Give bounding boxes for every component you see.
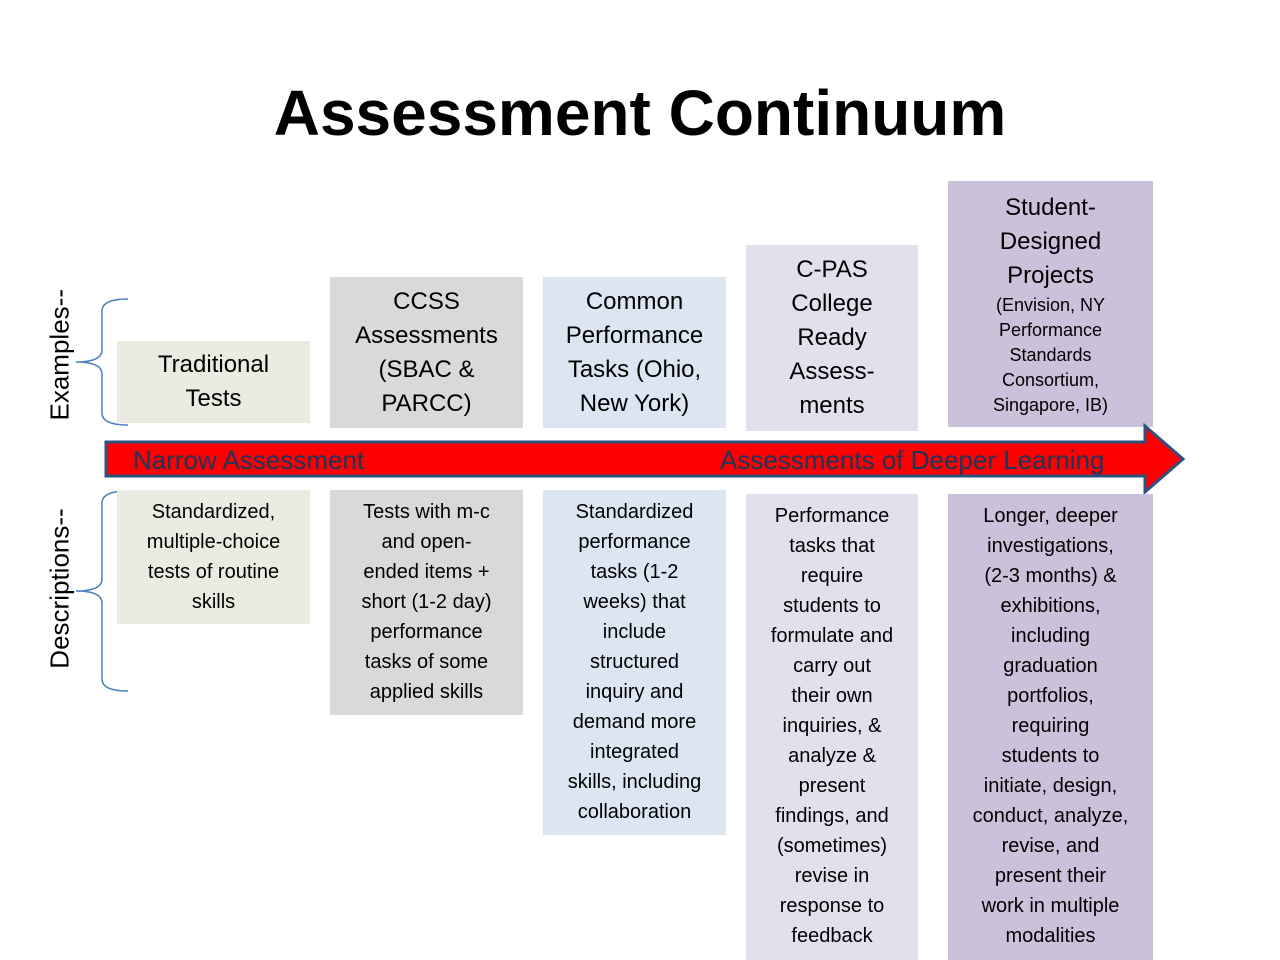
description-line: collaboration: [577, 801, 692, 823]
description-line: present: [798, 775, 866, 797]
description-line: Longer, deeper: [983, 505, 1118, 527]
description-line: including: [1011, 625, 1090, 647]
description-line: findings, and: [775, 805, 889, 827]
description-line: and open-: [381, 531, 472, 553]
example-line: Common: [585, 287, 684, 315]
description-line: graduation: [1003, 655, 1098, 677]
description-line: investigations,: [987, 535, 1114, 557]
example-line: Performance: [565, 321, 704, 349]
descriptions-label: Descriptions--: [44, 508, 75, 669]
description-line: short (1-2 day): [361, 591, 492, 613]
description-line: multiple-choice: [146, 531, 281, 553]
example-line: Tasks (Ohio,: [567, 355, 702, 383]
example-detail-line: Performance: [998, 319, 1103, 340]
description-line: skills: [191, 591, 236, 613]
description-line: feedback: [791, 925, 873, 947]
description-box-student-designed-projects: [948, 494, 1153, 960]
example-line: Assess-: [789, 358, 875, 385]
example-line: College: [791, 290, 873, 317]
example-box-cpas: [746, 245, 918, 431]
arrow-right-label: Assessments of Deeper Learning: [720, 445, 1105, 475]
description-line: modalities: [1005, 925, 1096, 947]
description-line: present their: [994, 865, 1107, 887]
description-line: performance: [370, 621, 483, 643]
description-line: formulate and: [770, 625, 894, 647]
example-line: Tests: [185, 385, 242, 412]
example-line: Designed: [999, 227, 1102, 255]
example-line: ments: [799, 392, 865, 419]
description-box-traditional-tests: [117, 490, 310, 624]
description-line: Tests with m-c: [363, 501, 490, 523]
description-line: include: [602, 621, 667, 643]
description-line: tasks of some: [364, 651, 489, 673]
description-line: tasks that: [789, 535, 875, 557]
description-line: weeks) that: [583, 591, 686, 613]
description-line: analyze &: [788, 745, 876, 767]
example-detail-line: (Envision, NY: [995, 294, 1106, 315]
example-line: CCSS: [393, 287, 460, 315]
example-detail-line: Standards: [1009, 344, 1092, 365]
example-detail-line: Singapore, IB): [992, 394, 1109, 415]
description-line: performance: [578, 531, 691, 553]
example-line: PARCC): [381, 389, 472, 417]
description-line: Standardized: [575, 501, 694, 523]
example-line: C-PAS: [796, 256, 868, 283]
description-box-cpas: [746, 494, 918, 960]
description-line: tasks (1-2: [590, 561, 679, 583]
description-box-ccss: [330, 490, 523, 715]
examples-label: Examples--: [44, 289, 75, 421]
example-box-common-performance-tasks: [543, 277, 726, 428]
description-line: exhibitions,: [1000, 595, 1101, 617]
description-line: applied skills: [369, 681, 484, 703]
description-line: structured: [590, 651, 679, 673]
description-line: skills, including: [567, 771, 702, 793]
example-line: Ready: [797, 324, 867, 351]
description-line: demand more: [572, 711, 697, 733]
page-title: Assessment Continuum: [273, 77, 1007, 149]
example-line: Traditional: [157, 351, 270, 378]
description-line: revise in: [794, 865, 870, 887]
description-line: require: [800, 565, 864, 587]
description-line: portfolios,: [1007, 685, 1094, 707]
example-box-traditional-tests: [117, 341, 310, 423]
description-line: students to: [1001, 745, 1100, 767]
example-line: Assessments: [355, 321, 498, 349]
example-line: (SBAC &: [378, 355, 475, 383]
description-line: their own: [791, 685, 873, 707]
example-box-ccss: [330, 277, 523, 428]
example-detail-line: Consortium,: [1001, 369, 1100, 390]
description-line: initiate, design,: [983, 775, 1118, 797]
description-line: response to: [779, 895, 885, 917]
example-line: Student-: [1005, 193, 1096, 221]
description-line: (2-3 months) &: [984, 565, 1117, 587]
description-line: revise, and: [1001, 835, 1100, 857]
description-line: carry out: [793, 655, 871, 677]
example-box-student-designed-projects: [948, 181, 1153, 427]
description-line: Performance: [774, 505, 890, 527]
description-line: Standardized,: [151, 501, 276, 523]
description-line: work in multiple: [981, 895, 1120, 917]
description-box-common-performance-tasks: [543, 490, 726, 835]
description-line: integrated: [590, 741, 679, 763]
example-line: New York): [579, 389, 690, 417]
description-line: (sometimes): [776, 835, 887, 857]
description-line: tests of routine: [147, 561, 280, 583]
description-line: ended items +: [363, 561, 490, 583]
description-line: conduct, analyze,: [972, 805, 1129, 827]
description-line: inquiries, &: [782, 715, 882, 737]
example-line: Projects: [1007, 261, 1094, 289]
description-line: inquiry and: [585, 681, 684, 703]
description-line: requiring: [1011, 715, 1090, 737]
arrow-left-label: Narrow Assessment: [133, 445, 365, 475]
description-line: students to: [783, 595, 881, 617]
